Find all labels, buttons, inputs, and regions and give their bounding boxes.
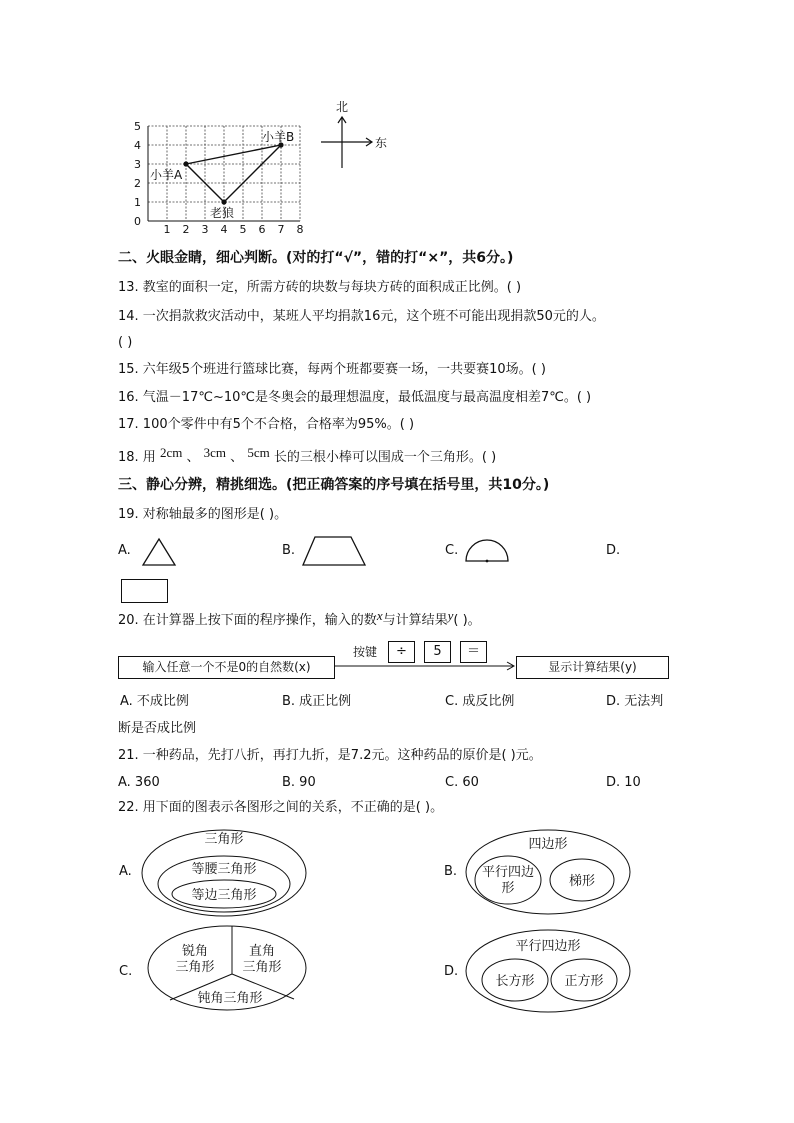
flow-keys-label: 按键: [353, 645, 378, 659]
q21-option-b: B. 90: [282, 775, 316, 790]
section2-heading: 二、火眼金睛，细心判断。(对的打“√”，错的打“×”，共6分。): [118, 250, 514, 266]
q19-option-d: D.: [606, 543, 621, 558]
q18-pre: 18. 用: [118, 450, 156, 465]
key-five: 5: [424, 641, 451, 663]
q19-option-a: A.: [118, 543, 131, 558]
q18-length-1: 2cm: [159, 445, 183, 460]
q22-d-diagram: [464, 928, 632, 1014]
q22-c-left-label-1: 锐角: [181, 944, 209, 959]
q19-option-b: B.: [282, 543, 296, 558]
x-tick: 3: [201, 223, 209, 235]
rectangle-shape-icon: [121, 579, 168, 603]
q18-sep: 、: [186, 450, 200, 465]
q20-option-d: D. 无法判: [606, 694, 664, 709]
q22-c-right-label-2: 三角形: [242, 960, 282, 975]
grid-map-figure: [120, 95, 410, 235]
q22-c-right-label-1: 直角: [248, 944, 276, 959]
y-tick: 1: [134, 196, 141, 209]
q22-b-right-label: 梯形: [568, 874, 596, 889]
x-tick: 6: [258, 223, 266, 235]
q21-option-a: A. 360: [118, 775, 160, 790]
question-21: 21. 一种药品，先打八折，再打九折，是7.2元。这种药品的原价是( )元。: [118, 748, 542, 763]
x-tick: 8: [296, 223, 304, 235]
q22-c-diagram: [146, 924, 308, 1012]
label-wolf: 老狼: [210, 206, 235, 220]
q22-a-middle-label: 等腰三角形: [191, 862, 257, 877]
q20-option-b: B. 成正比例: [282, 694, 352, 709]
q22-a-outer-label: 三角形: [204, 832, 244, 847]
compass-north-label: 北: [336, 100, 349, 114]
x-tick: 7: [277, 223, 285, 235]
question-19: 19. 对称轴最多的图形是( )。: [118, 507, 288, 522]
q20-post: ( )。: [453, 613, 481, 628]
q21-option-d: D. 10: [606, 775, 641, 790]
q18-sep: 、: [230, 450, 244, 465]
key-equals: ＝: [460, 641, 487, 663]
triangle-shape-icon: [141, 537, 177, 567]
label-sheep-a: 小羊A: [150, 168, 183, 182]
q22-b-outer-label: 四边形: [528, 837, 568, 852]
q20-option-c: C. 成反比例: [445, 694, 515, 709]
q22-b-left-label-2: 形: [501, 881, 515, 896]
q22-b-diagram: [464, 826, 632, 918]
q19-option-c: C.: [445, 543, 459, 558]
x-tick: 2: [182, 223, 190, 235]
q20-mid: 与计算结果: [382, 613, 448, 628]
q20-pre: 20. 在计算器上按下面的程序操作，输入的数: [118, 613, 377, 628]
question-18: [118, 445, 497, 466]
question-13: 13. 教室的面积一定，所需方砖的块数与每块方砖的面积成正比例。( ): [118, 280, 522, 295]
flow-output-box: 显示计算结果(y): [516, 656, 669, 679]
x-tick: 4: [220, 223, 228, 235]
question-16: 16. 气温－17℃~10℃是冬奥会的最理想温度，最低温度与最高温度相差7℃。( ): [118, 390, 592, 405]
trapezoid-shape-icon: [301, 535, 367, 567]
question-17: 17. 100个零件中有5个不合格，合格率为95%。( ): [118, 417, 415, 432]
y-tick: 3: [134, 158, 141, 171]
x-tick: 1: [163, 223, 171, 235]
q22-option-d-label: D.: [444, 964, 459, 979]
q22-d-left-label: 长方形: [495, 974, 535, 989]
label-sheep-b: 小羊B: [262, 130, 295, 144]
q22-a-inner-label: 等边三角形: [191, 888, 257, 903]
point-a: [183, 161, 188, 166]
q22-d-outer-label: 平行四边形: [515, 939, 581, 954]
q22-option-c-label: C.: [119, 964, 133, 979]
q22-option-b-label: B.: [444, 864, 458, 879]
q22-c-left-label-2: 三角形: [175, 960, 215, 975]
question-14-paren: ( ): [118, 335, 133, 350]
q22-d-right-label: 正方形: [564, 974, 604, 989]
question-14: 14. 一次捐款救灾活动中，某班人平均捐款16元，这个班不可能出现捐款50元的人。: [118, 309, 605, 324]
q21-option-c: C. 60: [445, 775, 479, 790]
q20-option-d-cont: 断是否成比例: [118, 721, 197, 736]
q20-option-a: A. 不成比例: [120, 694, 189, 709]
y-tick: 2: [134, 177, 141, 190]
q18-length-2: 3cm: [203, 445, 227, 460]
q22-a-diagram: [140, 826, 308, 918]
q22-option-a-label: A.: [119, 864, 132, 879]
q22-c-bottom-label: 钝角三角形: [197, 991, 263, 1006]
semicircle-shape-icon: [464, 537, 510, 563]
x-tick: 5: [239, 223, 247, 235]
q20-var-x: x: [376, 608, 383, 623]
key-divide: ÷: [388, 641, 415, 663]
y-tick: 5: [134, 120, 141, 133]
flow-arrow: [335, 660, 517, 672]
section3-heading: 三、静心分辨，精挑细选。(把正确答案的序号填在括号里，共10分。): [118, 477, 550, 493]
y-tick: 0: [134, 215, 141, 228]
q18-post: 长的三根小棒可以围成一个三角形。( ): [273, 450, 497, 465]
y-tick: 4: [134, 139, 141, 152]
question-15: 15. 六年级5个班进行篮球比赛，每两个班都要赛一场，一共要赛10场。( ): [118, 362, 546, 377]
q20-var-y: y: [447, 608, 454, 623]
triangle-path: [186, 145, 281, 202]
q22-b-left-label-1: 平行四边: [481, 865, 535, 880]
compass-east-label: 东: [375, 136, 388, 150]
question-20: [118, 608, 481, 629]
flow-input-box: 输入任意一个不是0的自然数(x): [118, 656, 335, 679]
point-wolf: [221, 199, 226, 204]
question-22: 22. 用下面的图表示各图形之间的关系，不正确的是( )。: [118, 800, 444, 815]
q18-length-3: 5cm: [247, 445, 270, 460]
